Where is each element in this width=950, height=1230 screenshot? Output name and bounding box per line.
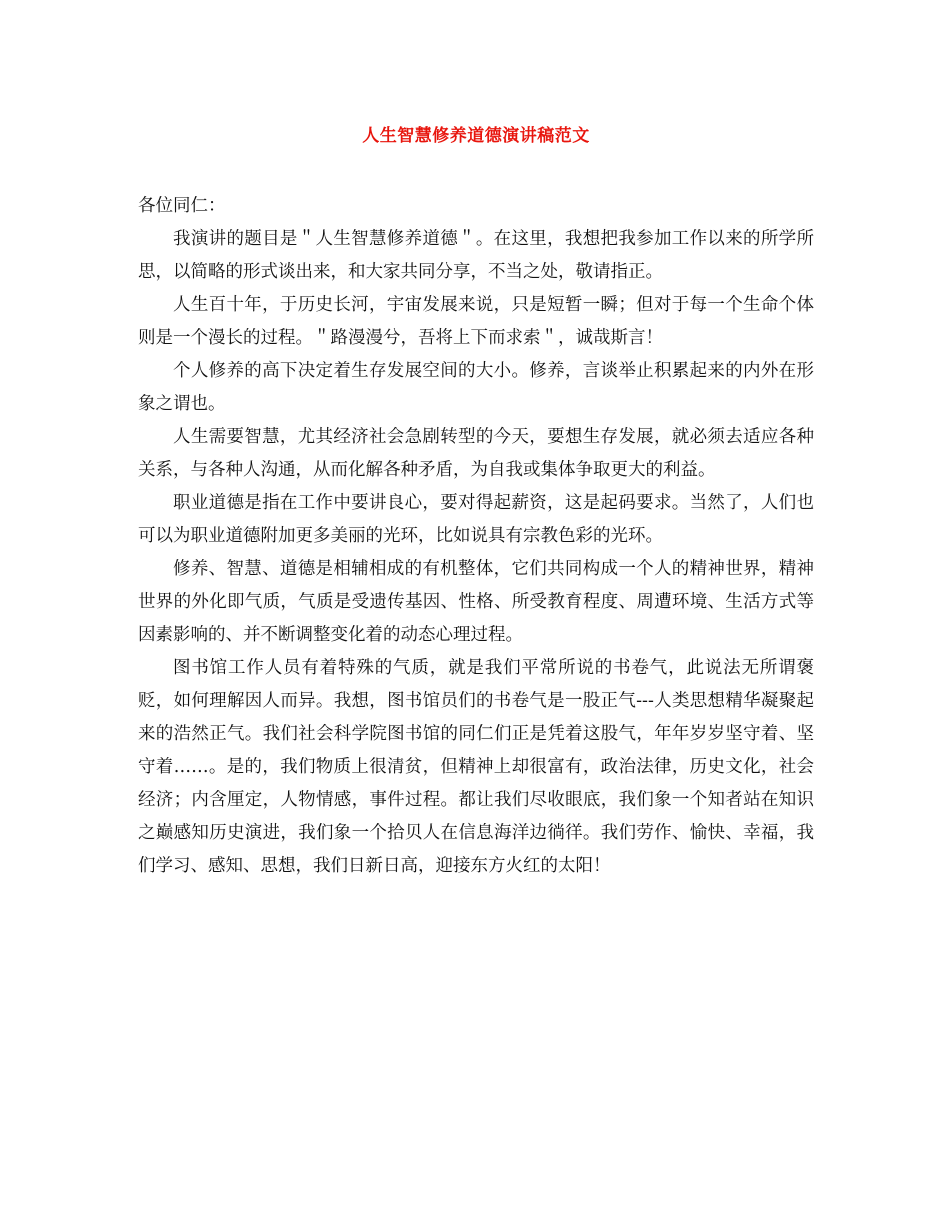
paragraph-7: 图书馆工作人员有着特殊的气质，就是我们平常所说的书卷气，此说法无所谓褒贬，如何理解因人而异。我想，图书馆员们的书卷气是一股正气---人类思想精华凝聚起来的浩然正气。我们社会科学院图书馆的同仁们正是凭着这股气，年年岁岁坚守着、坚守着……。是的，我们物质上很清贫，但精神上却很富有，政治法律，历史文化，社会经济；内含厘定，人物情感，事件过程。都让我们尽收眼底，我们象一个知者站在知识之巅感知历史演进，我们象一个拾贝人在信息海洋边徜徉。我们劳作、愉快、幸福，我们学习、感知、思想，我们日新日高，迎接东方火红的太阳！ <box>138 658 814 876</box>
paragraph-1: 我演讲的题目是＂人生智慧修养道德＂。在这里，我想把我参加工作以来的所学所思，以简略的形式谈出来，和大家共同分享，不当之处，敬请指正。 <box>138 229 814 282</box>
greeting: 各位同仁： <box>138 196 226 216</box>
paragraph-6: 修养、智慧、道德是相辅相成的有机整体，它们共同构成一个人的精神世界，精神世界的外化即气质，气质是受遗传基因、性格、所受教育程度、周遭环境、生活方式等因素影响的、并不断调整变化着的动态心理过程。 <box>138 559 814 645</box>
paragraph-2: 人生百十年，于历史长河，宇宙发展来说，只是短暂一瞬；但对于每一个生命个体则是一个漫长的过程。＂路漫漫兮，吾将上下而求索＂，诚哉斯言！ <box>138 295 814 348</box>
paragraph-5: 职业道德是指在工作中要讲良心，要对得起薪资，这是起码要求。当然了，人们也可以为职业道德附加更多美丽的光环，比如说具有宗教色彩的光环。 <box>138 493 814 546</box>
document-page <box>138 118 814 883</box>
document-title: 人生智慧修养道德演讲稿范文 <box>362 126 590 146</box>
paragraph-3: 个人修养的高下决定着生存发展空间的大小。修养，言谈举止积累起来的内外在形象之谓也。 <box>138 361 814 414</box>
paragraph-4: 人生需要智慧，尤其经济社会急剧转型的今天，要想生存发展，就必须去适应各种关系，与各种人沟通，从而化解各种矛盾，为自我或集体争取更大的利益。 <box>138 427 814 480</box>
